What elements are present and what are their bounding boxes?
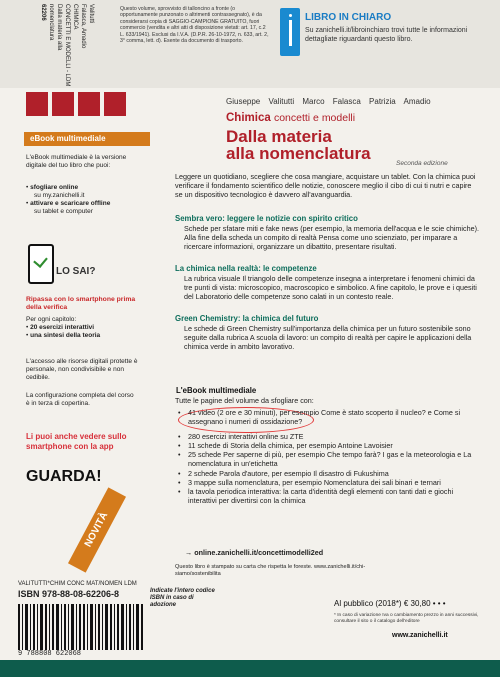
barcode — [18, 604, 148, 650]
author: Patrizia Amadio — [369, 97, 431, 106]
spine-line: CHIMICA — [72, 4, 78, 30]
feature-item: • 2 schede Parola d'autore, per esempio Il disastro di Fukushima — [178, 469, 478, 478]
spine-line: CONCETTI E MODELLI - LDM — [64, 4, 70, 87]
paper-note: Questo libro è stampato su carta che rispetta le foreste. www.zanichelli.it/chi-siamo/sostenibilita — [175, 564, 366, 577]
chapter-item: una sintesi della teoria — [30, 332, 101, 339]
price-note: * In caso di variazione Iva o cambiamento prezzo in anni successivi, consultare il sito o il catalogo dell'editore — [334, 613, 479, 624]
chapter-item: 20 esercizi interattivi — [30, 324, 95, 331]
ebook-link-text[interactable]: online.zanichelli.it/concettimodelli2ed — [194, 548, 324, 557]
phone-check-icon — [28, 244, 54, 284]
ebook-intro: L'eBook multimediale è la versione digitale del tuo libro che puoi: — [26, 154, 127, 169]
libro-text: Su zanichelli.it/libroinchiaro trovi tutte le informazioni dettagliate riguardanti questo libro. — [305, 27, 468, 43]
title-line-2: alla nomenclatura — [226, 144, 371, 163]
author: Giuseppe Valitutti — [226, 97, 295, 106]
authors — [226, 97, 431, 106]
feature-item: • 280 esercizi interattivi online su ZTE — [178, 432, 478, 441]
novita-ribbon: NOVITÀ — [68, 487, 126, 572]
isbn: ISBN 978-88-08-62206-8 — [18, 589, 120, 599]
website: www.zanichelli.it — [392, 632, 448, 639]
spine-line: Valitutti — [88, 4, 94, 24]
spine-code: 62206 — [40, 4, 46, 21]
feature-item: • la tavola periodica interattiva: la carta d'identità degli elementi con tanti dati e giochi interattivi per divertirsi con la chimica — [178, 487, 478, 505]
ebook-section-intro: Tutte le pagine del volume da sfogliare con: — [175, 396, 314, 405]
config-note: La configurazione completa del corso è in terza di copertina. — [26, 392, 134, 407]
section-text: Schede per sfatare miti e fake news (per esempio, la memoria dell'acqua e le scie chimiche). Alla fine della scheda un compito di realtà Pensa come uno scienziato, per imparare a ricercare informazioni, organizzare un dibattito, presentare risultati. — [184, 224, 479, 252]
info-icon — [280, 8, 300, 56]
ebook-option-2: attivare e scaricare offline — [30, 200, 111, 207]
ebook-options: • sfogliare online su my.zanichelli.it • attivare e scaricare offline su tablet e computer — [26, 184, 146, 216]
ebook-badge: eBook multimediale — [24, 132, 150, 146]
book-title — [226, 128, 466, 162]
spine-line: Dalla materia alla — [56, 4, 62, 51]
ebook-option-1: sfogliare online — [30, 184, 79, 191]
libro-title: LIBRO IN CHIARO — [305, 12, 392, 23]
barcode-digits: 9 788808 622068 — [18, 650, 82, 658]
ebook-option-2-sub: su tablet e computer — [34, 208, 93, 215]
chapter-list: Per ogni capitolo: • 20 esercizi interattivi • una sintesi della teoria — [26, 316, 146, 340]
author: Marco Falasca — [302, 97, 361, 106]
guarda-logo: GUARDA! — [26, 468, 102, 485]
libro-in-chiaro-box — [280, 8, 480, 74]
feature-item: • 11 schede di Storia della chimica, per esempio Antoine Lavoisier — [178, 441, 478, 450]
edition: Seconda edizione — [396, 160, 448, 167]
bottom-strip — [0, 660, 500, 677]
ripassa-text: Ripassa con lo smartphone prima della verifica — [26, 296, 136, 311]
ebook-section-heading: L'eBook multimediale — [176, 386, 257, 395]
app-promo: Li puoi anche vedere sullo smartphone con la app — [26, 432, 127, 451]
spine-label — [14, 4, 104, 87]
access-note: L'accesso alle risorse digitali protette è personale, non condivisibile e non cedibile. — [26, 358, 138, 381]
section-text: La rubrica visuale Il triangolo delle competenze insegna a interpretare i fenomeni chimici da tre punti di vista: microscopico, macroscopico e simbolico. A fine capitolo, le prove e i quesiti del Laboratorio delle competenze sono calati in un contesto reale. — [184, 274, 477, 302]
product-code: VALITUTTI*CHIM CONC MAT/NOMEN LDM — [18, 581, 137, 587]
ebook-feature-list — [178, 408, 478, 505]
feature-item: • 3 mappe sulla nomenclatura, per esempio Nomenclatura dei sali binari e ternari — [178, 478, 478, 487]
section-text: Le schede di Green Chemistry sull'importanza della chimica per un futuro sostenibile sono seguite dalla rubrica A scuola di lavoro: un compito di realtà per capire le applicazioni della chimica verde in ambito lavorativo. — [184, 324, 472, 352]
losai-label: LO SAI? — [56, 266, 96, 277]
isbn-note: Indicate l'intero codice ISBN in caso di adozione — [150, 588, 215, 608]
section-heading: Sembra vero: leggere le notizie con spirito critico — [175, 214, 358, 223]
section-heading: Green Chemistry: la chimica del futuro — [175, 314, 319, 323]
section-heading: La chimica nella realtà: le competenze — [175, 264, 317, 273]
feature-item: • 41 video (2 ore e 30 minuti), per esempio Come è stato scoperto il nucleo? e Come si assegnano i numeri di ossidazione? — [178, 408, 478, 426]
price: Al pubblico (2018*) € 30,80 • • • — [334, 599, 446, 608]
spine-line: Falasca, Amadio — [80, 4, 86, 49]
series-title — [226, 112, 355, 124]
title-line-1: Dalla materia — [226, 127, 332, 146]
intro-paragraph: Leggere un quotidiano, scegliere che cosa mangiare, acquistare un tablet. Con la chimica puoi verificare il fondamento scientifico delle notizie, conoscere meglio il cibo di cui ti nutri e capire se un dispositivo tecnologico è davvero all'avanguardia. — [175, 172, 476, 200]
saggio-notice: Questo volume, sprovvisto di talloncino a fronte (o opportunamente punzonato o altrimenti contrassegnato), è da considerarsi copia di SAGGIO-CAMPIONE GRATUITO, fuori commercio (vendita e altri atti di disposizione vietati: art. 17, c.2 L. 633/1941). Esclusi da I.V.A. (D.P.R. 26-10-1972, n. 633, art. 2, 3° comma, lett. d). Esente da documento di trasporto. — [120, 6, 269, 45]
feature-item: • 25 schede Per saperne di più, per esempio Che tempo farà? I gas e la meteorologia e La nomenclatura in un'etichetta — [178, 450, 478, 468]
series-subtitle: concetti e modelli — [273, 112, 356, 124]
per-ogni-label: Per ogni capitolo: — [26, 316, 77, 323]
ebook-option-1-sub: su my.zanichelli.it — [34, 192, 85, 199]
spine-line: nomenclatura — [48, 4, 54, 41]
ebook-link[interactable]: → online.zanichelli.it/concettimodelli2ed — [185, 548, 324, 557]
series-name: Chimica — [226, 112, 271, 124]
